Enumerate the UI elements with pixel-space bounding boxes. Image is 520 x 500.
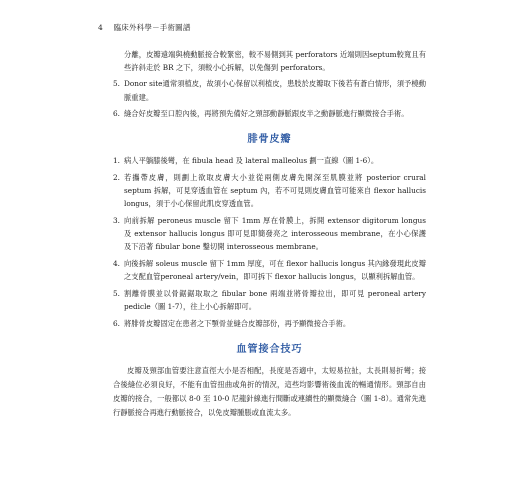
step-text: 若攜帶皮膚，則劃上欲取皮膚大小並從兩側皮膚先開深至肌膜並將 posterior crural septum 拆解，可見穿透血管在 septum 內，若不可見則皮膚血管可能來自 flexor hallucis longus，須于小心保留此肌皮穿透血管。 xyxy=(124,173,426,209)
page-number: 4 xyxy=(98,23,103,32)
list-item xyxy=(113,171,426,211)
page-header xyxy=(98,22,191,33)
list-item xyxy=(113,77,426,103)
step-number: 6. xyxy=(113,318,120,328)
step-number: 5. xyxy=(113,79,120,89)
step-text: 向前拆解 peroneus muscle 留下 1mm 厚在骨膜上，拆開 extensor digitorum longus 及 extensor hallucis longus 即可見即簡發亮之 interosseous membrane，在小心保護及下沿著 fibular bone 鑿切開 interosseous membrane。 xyxy=(124,216,426,252)
fibula-steps-list xyxy=(113,154,426,329)
page-content xyxy=(113,48,426,420)
list-item xyxy=(113,317,426,330)
step-text: 縫合好皮瓣至口腔內後，再將預先備好之頸部動靜脈跟皮半之動靜脈進行顯微接合手術。 xyxy=(124,109,409,119)
step-text: 割離骨膜並以骨鋸鋸取取之 fibular bone 兩端並將骨瓣拉出，即可見 peroneal artery pedicle（圖 1-7），往上小心拆解即可。 xyxy=(124,288,426,311)
step-text: 將腓骨皮瓣固定在患者之下顎骨並縫合皮瓣部份，再予顯微接合手術。 xyxy=(124,318,351,328)
step-number: 4. xyxy=(113,259,120,268)
step-number: 3. xyxy=(113,216,120,225)
step-text: Donor site通常須植皮，故須小心保留以利植皮，患肢於皮瓣取下後若有蒼白情形，須予橈動脈重建。 xyxy=(124,79,426,102)
list-item xyxy=(113,287,426,313)
list-item xyxy=(113,107,426,120)
list-item xyxy=(113,154,426,167)
book-title: 臨床外科學－手術圖譜 xyxy=(113,23,191,32)
step-number: 5. xyxy=(113,288,120,298)
step-number: 1. xyxy=(113,156,120,166)
continuation-paragraph: 分離，皮瓣遠端與橈動脈接合較緊密，較不易側到其 perforators 近端則因septum較寬且有些許斜走於 BR 之下，須較小心拆解，以免傷到 perforators。 xyxy=(124,50,426,73)
section-heading-vessel-anastomosis: 血管接合技巧 xyxy=(236,343,303,355)
list-item xyxy=(113,257,426,283)
top-steps-list xyxy=(113,77,426,120)
list-item xyxy=(113,214,426,254)
step-number: 2. xyxy=(113,173,120,182)
step-text: 向後拆解 soleus muscle 留下 1mm 厚度，可在 flexor hallucis longus 其內緣發現此皮瓣之支配血管peroneal artery/vein，即可拆下 flexor hallucis longus，以顯利拆解血管。 xyxy=(124,259,426,282)
section-heading-fibula-flap: 腓骨皮瓣 xyxy=(247,134,292,146)
step-number: 6. xyxy=(113,109,120,119)
step-text: 病人平躺膝後彎，在 fibula head 及 lateral malleolus 劃一直線（圖 1-6）。 xyxy=(124,156,379,166)
body-paragraph: 皮瓣及頸部血管要注意直徑大小是否相配，長度是否適中，太短易拉扯，太長則易折彎；接合後縫位必須良好，不能有血管扭曲或角折的情況，這些均影響術後血流的暢通情形。頸部自由皮瓣的接合，一般都以 8-0 至 10-0 尼龍針線進行間斷或連續性的顯微縫合（圖 1-8）。通常先進行靜脈接合再進行動脈接合，以免皮瓣腫脹或血流太多。 xyxy=(113,365,426,417)
